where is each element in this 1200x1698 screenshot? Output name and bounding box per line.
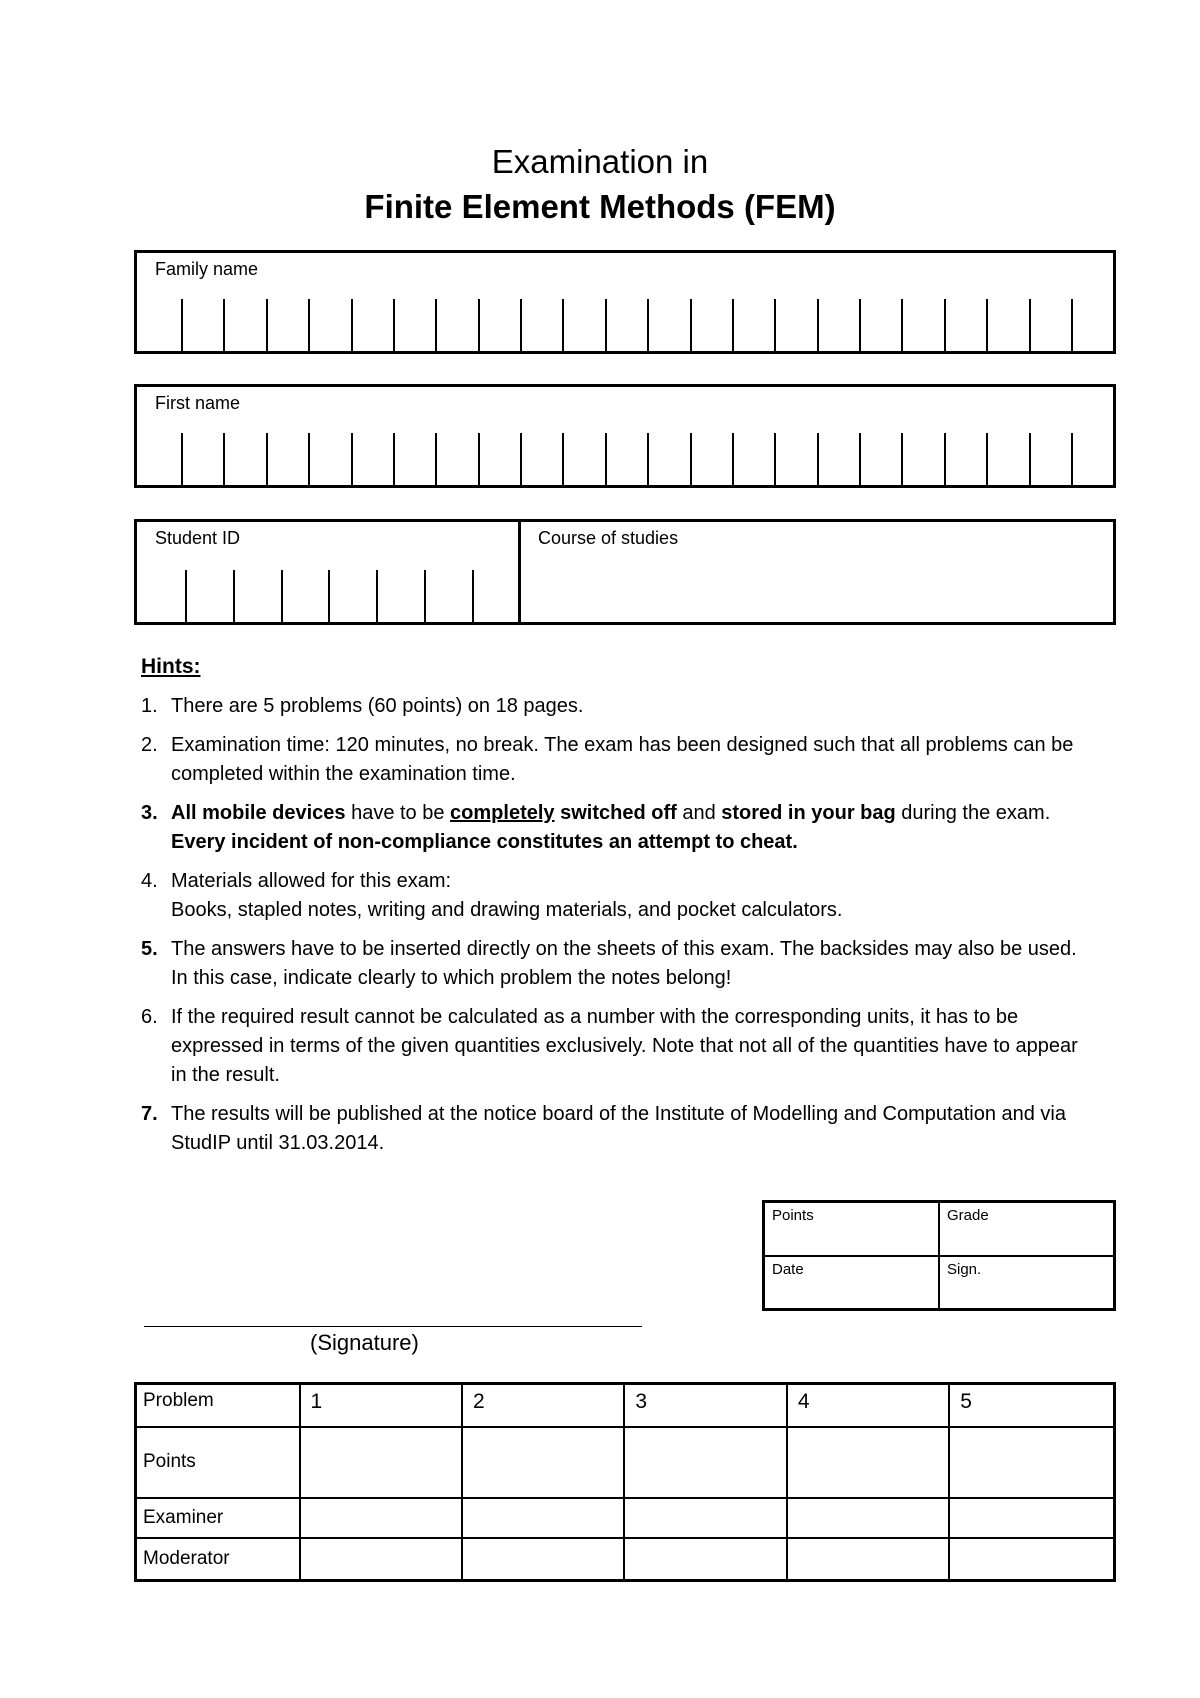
table-row bbox=[136, 1427, 1115, 1498]
course-of-studies-label[interactable]: Course of studies bbox=[538, 528, 679, 548]
table-row bbox=[136, 1498, 1115, 1538]
hint-item-3: 3. All mobile devices have to be completely switched off and stored in your bag during the exam. Every incident of non-compliance constitutes an attempt to cheat. bbox=[141, 802, 1051, 853]
points-label: Points bbox=[772, 1207, 814, 1224]
hint-text-4a: Materials allowed for this exam: bbox=[171, 870, 452, 892]
family-name-label: Family name bbox=[155, 259, 259, 279]
hint-text-5: The answers have to be inserted directly on the sheets of this exam. The backsides may also be used. In this case, indicate clearly to which problem the notes belong! bbox=[171, 938, 1077, 989]
field-divider bbox=[518, 522, 521, 622]
hint-text-1: There are 5 problems (60 points) on 18 pages. bbox=[171, 695, 584, 717]
hints-heading: Hints: bbox=[141, 655, 201, 678]
grade-cell[interactable] bbox=[939, 1202, 1115, 1256]
hint-item-6: 6. If the required result cannot be calculated as a number with the corresponding units, it has to be expressed in terms of the given quantities exclusively. Note that not all of the quantities have to appear in the result. bbox=[141, 1006, 1078, 1086]
hint-item-5: 5. The answers have to be inserted directly on the sheets of this exam. The backsides may also be used. In this case, indicate clearly to which problem the notes belong! bbox=[141, 938, 1077, 989]
hint-item-2: 2. Examination time: 120 minutes, no break. The exam has been designed such that all problems can be completed within the examination time. bbox=[141, 734, 1074, 785]
date-cell[interactable] bbox=[764, 1256, 940, 1310]
moderator-cell-1[interactable] bbox=[300, 1538, 462, 1581]
hint-item-7: 7. The results will be published at the notice board of the Institute of Modelling and Computation and via StudIP until 31.03.2014. bbox=[141, 1103, 1066, 1154]
problems-score-table bbox=[134, 1382, 1116, 1582]
problem-header: Problem bbox=[136, 1384, 300, 1427]
moderator-cell-5[interactable] bbox=[949, 1538, 1114, 1581]
hint-3-stored-in-bag: stored in your bag bbox=[721, 802, 896, 824]
first-name-character-ticks bbox=[181, 433, 1073, 485]
table-row bbox=[136, 1538, 1115, 1581]
family-name-character-ticks bbox=[181, 299, 1073, 351]
table-row bbox=[136, 1384, 1115, 1427]
hint-3-text-g: during the exam. bbox=[895, 802, 1051, 824]
problem-number-1: 1 bbox=[300, 1384, 462, 1427]
moderator-row-label: Moderator bbox=[136, 1538, 300, 1581]
student-id-course-box bbox=[134, 519, 1116, 625]
hints-list bbox=[141, 692, 1081, 1168]
sign-cell[interactable] bbox=[939, 1256, 1115, 1310]
points-cell[interactable] bbox=[764, 1202, 940, 1256]
exam-title-line1: Examination in bbox=[491, 143, 709, 180]
hint-text-7: The results will be published at the notice board of the Institute of Modelling and Computation and via StudIP until 31.03.2014. bbox=[171, 1103, 1066, 1154]
hint-text-2: Examination time: 120 minutes, no break. The exam has been designed such that all problems can be completed within the examination time. bbox=[171, 734, 1074, 785]
examiner-cell-4[interactable] bbox=[787, 1498, 949, 1538]
hint-3-text-e: and bbox=[676, 802, 722, 824]
examiner-row-label: Examiner bbox=[136, 1498, 300, 1538]
points-cell-1[interactable] bbox=[300, 1427, 462, 1498]
signature-label: (Signature) bbox=[310, 1330, 419, 1355]
student-id-label: Student ID bbox=[155, 528, 241, 548]
hint-item-4: 4. Materials allowed for this exam: Books, stapled notes, writing and drawing materials, and pocket calculators. bbox=[141, 870, 843, 921]
hint-3-completely: completely bbox=[450, 802, 555, 824]
first-name-box[interactable] bbox=[134, 384, 1116, 488]
hint-text-4b: Books, stapled notes, writing and drawing materials, and pocket calculators. bbox=[171, 899, 843, 921]
hint-3-switched-off: switched off bbox=[554, 802, 677, 824]
points-cell-5[interactable] bbox=[949, 1427, 1114, 1498]
family-name-box[interactable] bbox=[134, 250, 1116, 354]
examiner-cell-5[interactable] bbox=[949, 1498, 1114, 1538]
problem-number-3: 3 bbox=[624, 1384, 786, 1427]
grade-label: Grade bbox=[947, 1207, 989, 1224]
hint-3-cheat-warning: Every incident of non-compliance constitutes an attempt to cheat. bbox=[171, 831, 798, 853]
first-name-label: First name bbox=[155, 393, 241, 413]
moderator-cell-4[interactable] bbox=[787, 1538, 949, 1581]
exam-title-course: Finite Element Methods (FEM) bbox=[364, 188, 836, 225]
points-cell-3[interactable] bbox=[624, 1427, 786, 1498]
problem-number-4: 4 bbox=[787, 1384, 949, 1427]
moderator-cell-2[interactable] bbox=[462, 1538, 624, 1581]
problem-number-5: 5 bbox=[949, 1384, 1114, 1427]
examiner-cell-1[interactable] bbox=[300, 1498, 462, 1538]
hint-item-1: 1. There are 5 problems (60 points) on 18 pages. bbox=[141, 695, 584, 717]
hint-text-6: If the required result cannot be calculated as a number with the corresponding units, it has to be expressed in terms of the given quantities exclusively. Note that not all of the quantities have to appear in the result. bbox=[171, 1006, 1078, 1086]
examiner-cell-2[interactable] bbox=[462, 1498, 624, 1538]
hint-3-mobile-devices: All mobile devices bbox=[171, 802, 346, 824]
moderator-cell-3[interactable] bbox=[624, 1538, 786, 1581]
signature-line[interactable] bbox=[144, 1326, 642, 1327]
points-cell-2[interactable] bbox=[462, 1427, 624, 1498]
sign-label: Sign. bbox=[947, 1260, 982, 1278]
examiner-cell-3[interactable] bbox=[624, 1498, 786, 1538]
grade-box bbox=[762, 1200, 1116, 1311]
points-cell-4[interactable] bbox=[787, 1427, 949, 1498]
date-label: Date bbox=[772, 1260, 804, 1278]
points-row-label: Points bbox=[136, 1427, 300, 1498]
student-id-field[interactable] bbox=[185, 570, 474, 622]
hint-3-text-b: have to be bbox=[345, 802, 451, 824]
problem-number-2: 2 bbox=[462, 1384, 624, 1427]
